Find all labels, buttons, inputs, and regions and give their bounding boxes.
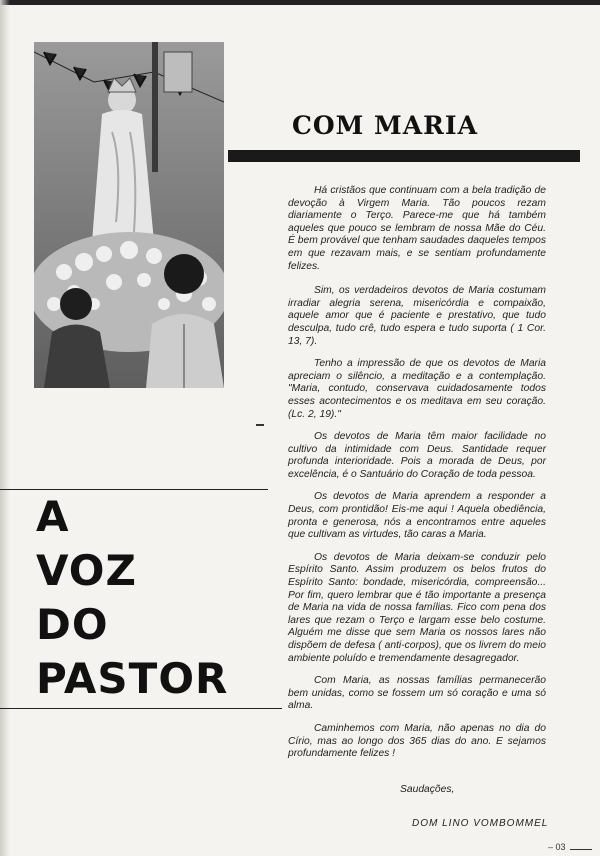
heading-rule-bottom [0, 708, 282, 709]
paragraph: Com Maria, as nossas famílias permanecerão bem unidas, como se fossem um só coração e uma só alma. [288, 675, 546, 712]
heading-line: PASTOR [36, 654, 229, 703]
page-top-edge [0, 0, 600, 5]
page-number-rule [570, 849, 592, 850]
article-title: COM MARIA [292, 111, 478, 140]
closing-greeting: Saudações, [400, 784, 455, 795]
author-signature: DOM LINO VOMBOMMEL [412, 818, 549, 829]
paragraph: Sim, os verdadeiros devotos de Maria costumam irradiar alegria serena, misericórdia e compaixão, aquele amor que é paciente e prestativo, que tudo desculpa, tudo crê, tudo espera e tudo suporta ( 1 Cor. 13, 7). [288, 285, 546, 347]
binding-shadow [0, 0, 10, 856]
paragraph: Os devotos de Maria têm maior facilidade no cultivo da intimidade com Deus. Santidade requer profunda interioridade. Pois a morada de Deus, por excelência, é o Santuário do Coração de toda pessoa. [288, 431, 546, 480]
page-number: – 03 [548, 842, 566, 852]
paragraph: Há cristãos que continuam com a bela tradição de devoção à Virgem Maria. Tão poucos rezam diariamente o Terço. Parece-me que há também aqueles que pouco se lembram de nossa Mãe do Céu. É bem provável que tenham saudades daqueles tempos em que rezavam mais, e se sentiam profundamente felizes. [288, 185, 546, 272]
article-body [288, 185, 546, 771]
margin-mark [256, 424, 264, 426]
heading-line: VOZ [36, 546, 137, 595]
heading-line: DO [36, 600, 109, 649]
paragraph: Caminhemos com Maria, não apenas no dia do Círio, mas ao longo dos 365 dias do ano. E sejamos profundamente felizes ! [288, 722, 546, 760]
paragraph: Os devotos de Maria deixam-se conduzir pelo Espírito Santo. Assim produzem os belos frutos do Espírito Santo: bondade, misericórdia, compreensão... Por fim, quero lembrar que é tão importante a presença de Maria na vida de nossa famílias. Fico com pena dos lares que rezam o Terço e largam esse belo costume. Alguém me disse que sem Maria os nossos lares não dispõem de defesa ( anti-corpos), que os livrem do meio ambiente poluído e tremendamente desagregador. [288, 551, 546, 664]
heading-line: A [36, 492, 70, 541]
title-rule [228, 150, 580, 162]
paragraph: Tenho a impressão de que os devotos de Maria apreciam o silêncio, a meditação e a contemplação. "Maria, contudo, conservava cuidadosamente todos esses acontecimentos e os meditava em seu coração. (Lc. 2, 19)." [288, 358, 546, 420]
column-heading [36, 490, 228, 706]
procession-photo [34, 42, 224, 388]
paragraph: Os devotos de Maria aprendem a responder a Deus, com prontidão! Eis-me aqui ! Aquela obediência, pronta e generosa, nós a encontramos entre aqueles que cultivam as virtudes, tão caras a Maria. [288, 491, 546, 541]
